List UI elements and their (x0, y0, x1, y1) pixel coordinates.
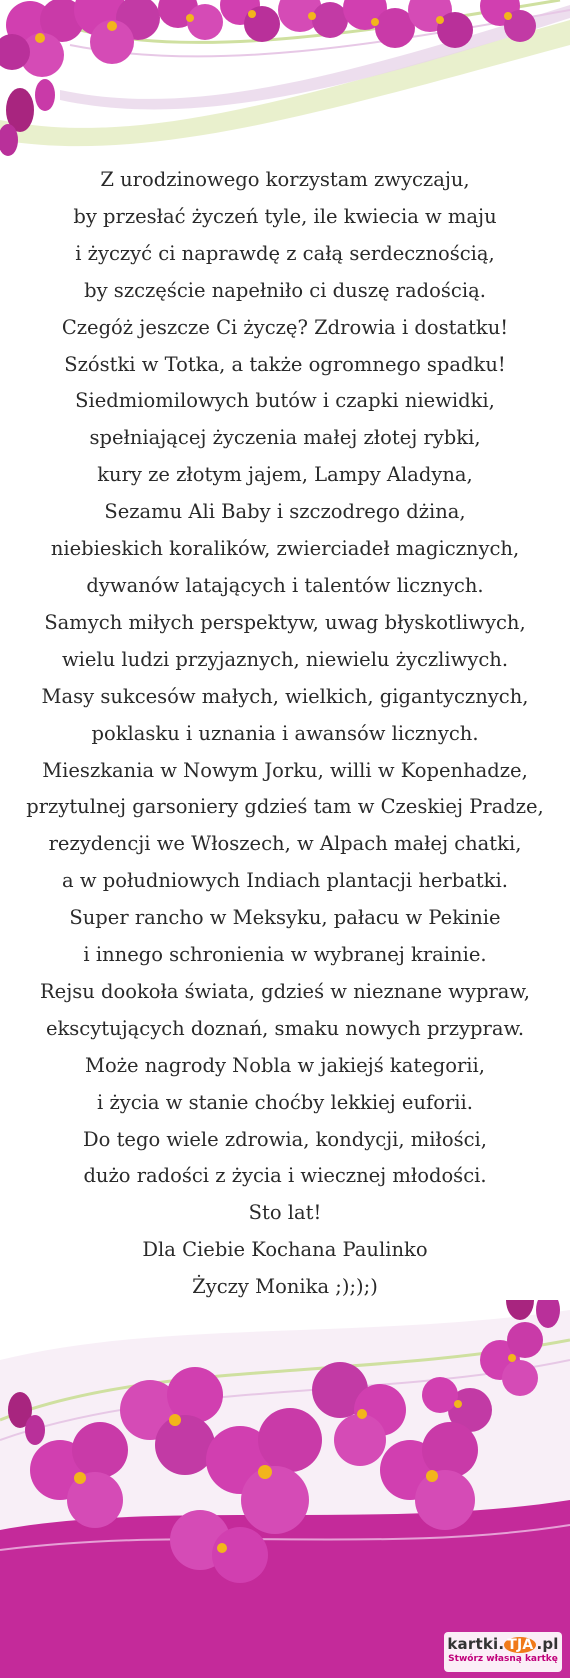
poem-line: Sezamu Ali Baby i szczodrego dżina, (104, 500, 466, 524)
logo-brand (444, 1632, 562, 1653)
logo-brand-suffix: .pl (536, 1635, 559, 1653)
poem-line: spełniającej życzenia małej złotej rybki, (89, 426, 481, 450)
poem-line: i innego schronienia w wybranej krainie. (83, 943, 487, 967)
poem-line: kury ze złotym jajem, Lampy Aladyna, (97, 463, 473, 487)
poem-line: przytulnej garsoniery gdzieś tam w Czeskiej Pradze, (26, 795, 544, 819)
logo-tagline: Stwórz własną kartkę (448, 1654, 558, 1664)
greeting-poem (0, 162, 570, 1306)
poem-line: by szczęście napełniło ci duszę radością. (84, 278, 486, 302)
top-floral-decoration (0, 0, 570, 170)
poem-line: Z urodzinowego korzystam zwyczaju, (100, 168, 470, 191)
poem-line: dywanów latających i talentów licznych. (86, 573, 484, 597)
poem-line: Szóstki w Totka, a także ogromnego spadku! (64, 352, 506, 376)
poem-line: ekscytujących doznań, smaku nowych przypraw. (45, 1016, 525, 1040)
poem-line: Rejsu dookoła świata, gdzieś w nieznane wypraw, (39, 979, 531, 1003)
poem-line: Czegóż jeszcze Ci życzę? Zdrowia i dostatku! (61, 315, 509, 339)
site-logo[interactable] (444, 1632, 562, 1672)
poem-line-dedication: Dla Ciebie Kochana Paulinko (142, 1238, 428, 1262)
poem-line-sto-lat: Sto lat! (248, 1201, 322, 1225)
logo-brand-mark: TJA (504, 1637, 536, 1653)
poem-line: by przesłać życzeń tyle, ile kwiecia w maju (73, 204, 497, 228)
logo-brand-prefix: kartki. (447, 1635, 505, 1653)
poem-line: Do tego wiele zdrowia, kondycji, miłości, (83, 1127, 487, 1151)
poem-line-signature: Życzy Monika ;););) (192, 1275, 378, 1299)
poem-line: wielu ludzi przyjaznych, niewielu życzliwych. (61, 647, 509, 671)
bottom-floral-decoration (0, 1300, 570, 1678)
poem-line: Mieszkania w Nowym Jorku, willi w Kopenhadze, (42, 758, 528, 782)
poem-line: rezydencji we Włoszech, w Alpach małej chatki, (48, 832, 522, 856)
poem-line: Siedmiomilowych butów i czapki niewidki, (75, 389, 495, 413)
poem-line: a w południowych Indiach plantacji herbatki. (62, 869, 508, 893)
poem-line: niebieskich koralików, zwierciadeł magicznych, (50, 537, 520, 561)
poem-line: i życzyć ci naprawdę z całą serdecznością, (75, 241, 495, 265)
poem-line: i życia w stanie choćby lekkiej euforii. (97, 1090, 473, 1114)
poem-line: Może nagrody Nobla w jakiejś kategorii, (85, 1053, 485, 1077)
poem-line: poklasku i uznania i awansów licznych. (91, 721, 479, 745)
poem-line: Masy sukcesów małych, wielkich, gigantycznych, (41, 684, 529, 708)
poem-line: dużo radości z życia i wiecznej młodości. (83, 1164, 487, 1188)
poem-line: Samych miłych perspektyw, uwag błyskotliwych, (44, 610, 526, 634)
poem-line: Super rancho w Meksyku, pałacu w Pekinie (69, 906, 501, 930)
